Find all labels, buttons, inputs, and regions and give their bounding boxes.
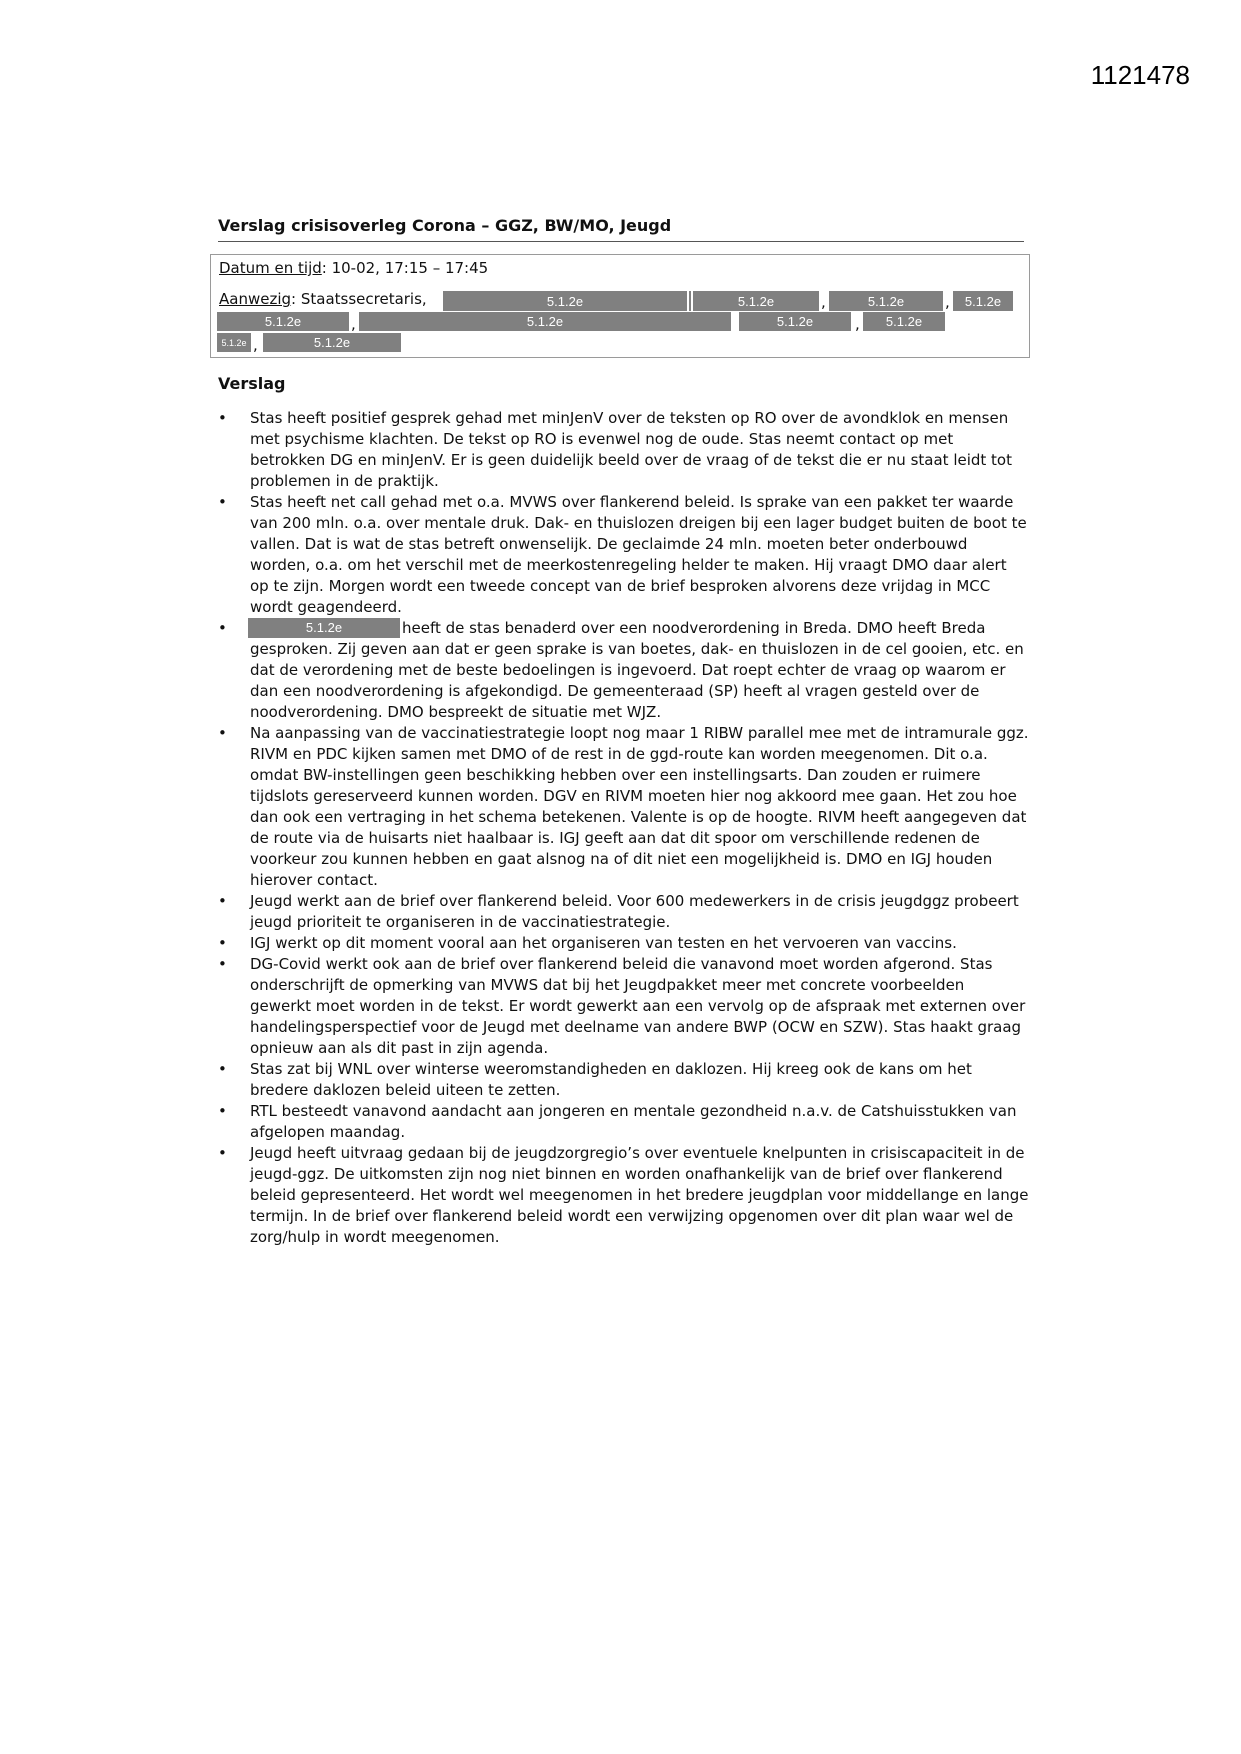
list-item (218, 408, 1030, 492)
redaction-block: 5.1.2e (263, 333, 401, 352)
list-item (218, 723, 1030, 891)
bullet-text: Stas heeft positief gesprek gehad met minJenV over de teksten op RO over de avondklok en mensen met psychisme klachten. De tekst op RO is evenwel nog de oude. Stas neemt contact op met betrokken DG en minJenV. Er is geen duidelijk beeld over de vraag of de tekst die er nu staat leidt tot problemen in de praktijk. (250, 409, 1012, 490)
separator-comma: , (855, 315, 860, 333)
redaction-block: 5.1.2e (739, 312, 851, 331)
redaction-separator (689, 291, 691, 311)
list-item (218, 1059, 1030, 1101)
bullet-text: DG-Covid werkt ook aan de brief over flankerend beleid die vanavond moet worden afgerond. Stas onderschrijft de opmerking van MVWS dat bij het Jeugdpakket meer met concrete voorbeelden gewerkt moet worden in de tekst. Er wordt gewerkt aan een vervolg op de afspraak met externen over handelingsperspectief voor de Jeugd met deelname van andere BWP (OCW en SZW). Stas haakt graag opnieuw aan als dit past in zijn agenda. (250, 955, 1026, 1057)
bullet-text: Jeugd werkt aan de brief over flankerend beleid. Voor 600 medewerkers in de crisis jeugdggz probeert jeugd prioriteit te organiseren in de vaccinatiestrategie. (250, 892, 1019, 931)
list-item (218, 1143, 1030, 1248)
list-item (218, 618, 1030, 723)
list-item (218, 954, 1030, 1059)
bullet-text: Na aanpassing van de vaccinatiestrategie loopt nog maar 1 RIBW parallel mee met de intramurale ggz. RIVM en PDC kijken samen met DMO of de rest in de ggd-route kan worden meegenomen. Dit o.a. omdat BW-instellingen geen beschikking hebben over een instellingsarts. Dan zouden er ruimere tijdslots gereserveerd kunnen worden. DGV en RIVM moeten hier nog akkoord mee gaan. Het zou hoe dan ook een vertraging in het schema betekenen. Valente is op de hoogte. RIVM heeft aangegeven dat de route via de huisarts niet haalbaar is. IGJ geeft aan dat dit spoor om verschillende redenen de voorkeur zou kunnen hebben en gaat alsnog na of dit niet een mogelijkheid is. DMO en IGJ houden hierover contact. (250, 724, 1029, 889)
report-title: Verslag crisisoverleg Corona – GGZ, BW/MO, Jeugd (218, 216, 1024, 242)
separator-comma: , (253, 336, 258, 354)
separator-comma: , (351, 315, 356, 333)
separator-comma: , (945, 293, 950, 311)
bullet-text: Stas heeft net call gehad met o.a. MVWS over flankerend beleid. Is sprake van een pakket ter waarde van 200 mln. o.a. over mentale druk. Dak- en thuislozen dreigen bij een lager budget buiten de boot te vallen. Dat is wat de stas betreft onwenselijk. De geclaimde 24 mln. moeten beter onderbouwd worden, o.a. om het verschil met de meerkostenregeling helder te maken. Hij vraagt DMO daar alert op te zijn. Morgen wordt een tweede concept van de brief besproken alvorens deze vrijdag in MCC wordt geagendeerd. (250, 493, 1027, 616)
list-item (218, 492, 1030, 618)
redaction-block: 5.1.2e (359, 312, 731, 331)
aanwezig-label: Aanwezig (219, 290, 292, 308)
redaction-block: 5.1.2e (248, 618, 400, 638)
separator-comma: , (821, 293, 826, 311)
redaction-block: 5.1.2e (217, 333, 251, 352)
redaction-block: 5.1.2e (443, 291, 687, 311)
datum-value: : 10-02, 17:15 – 17:45 (321, 259, 489, 277)
bullet-text: heeft de stas benaderd over een noodverordening in Breda. DMO heeft Breda gesproken. Zij geven aan dat er geen sprake is van boetes, dak- en thuislozen in de cel gooien, etc. en dat de verordening met de beste bedoelingen is ingevoerd. Dat roept echter de vraag op waarom er dan een noodverordening is afgekondigd. De gemeenteraad (SP) heeft al vragen gesteld over de noodverordening. DMO bespreekt de situatie met WJZ. (250, 619, 1024, 721)
bullet-text: RTL besteedt vanavond aandacht aan jongeren en mentale gezondheid n.a.v. de Catshuisstukken van afgelopen maandag. (250, 1102, 1017, 1141)
document-number: 1121478 (1090, 60, 1190, 90)
redaction-block: 5.1.2e (829, 291, 943, 311)
bullet-text: IGJ werkt op dit moment vooral aan het organiseren van testen en het vervoeren van vaccins. (250, 934, 957, 952)
list-item (218, 891, 1030, 933)
minutes-bullet-list (218, 408, 1030, 1248)
datum-row (219, 259, 488, 277)
redaction-block: 5.1.2e (693, 291, 819, 311)
list-item (218, 933, 1030, 954)
section-title-verslag: Verslag (218, 374, 286, 393)
aanwezig-first: : Staatssecretaris, (291, 290, 427, 308)
redaction-block: 5.1.2e (217, 312, 349, 331)
datum-label: Datum en tijd (219, 259, 322, 277)
aanwezig-row (219, 290, 427, 308)
bullet-text: Jeugd heeft uitvraag gedaan bij de jeugdzorgregio’s over eventuele knelpunten in crisiscapaciteit in de jeugd-ggz. De uitkomsten zijn nog niet binnen en worden onafhankelijk van de brief over flankerend beleid gepresenteerd. Het wordt wel meegenomen in het bredere jeugdplan voor middellange en lange termijn. In de brief over flankerend beleid wordt een verwijzing opgenomen over dit plan waar wel de zorg/hulp in wordt meegenomen. (250, 1144, 1029, 1246)
redaction-block: 5.1.2e (863, 312, 945, 331)
meeting-info-box (210, 254, 1030, 358)
list-item (218, 1101, 1030, 1143)
redaction-block: 5.1.2e (953, 291, 1013, 311)
bullet-text: Stas zat bij WNL over winterse weeromstandigheden en daklozen. Hij kreeg ook de kans om het bredere daklozen beleid uiteen te zetten. (250, 1060, 972, 1099)
